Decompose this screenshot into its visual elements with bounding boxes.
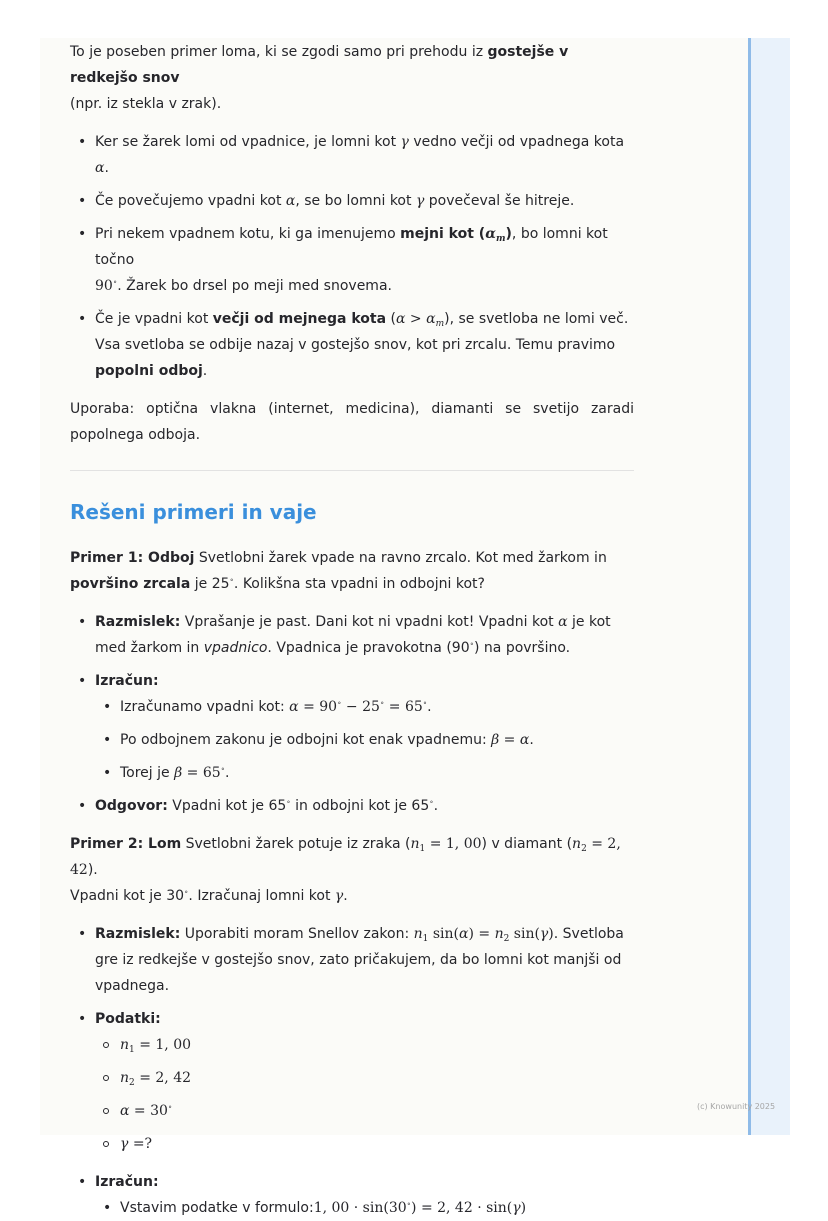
total-reflection-list xyxy=(70,129,634,384)
list-item: • Odgovor: Vpadni kot je 65∘ in odbojni kot je 65∘. xyxy=(70,793,634,819)
example-2-statement: Primer 2: Lom Svetlobni žarek potuje iz zraka ($n_1 = 1$, 00) v diamant ($n_2 = 2$, 42). Vpadni kot je 30∘. Izračunaj lomni kot γ. xyxy=(70,836,621,904)
calculation-steps xyxy=(95,1195,634,1221)
list-item: • Vstavim podatke v formulo:1, 00 · sin(30∘) = 2, 42 · sin(γ) xyxy=(95,1195,634,1221)
list-item: • Razmislek: Uporabiti moram Snellov zakon: $n_1$ $\sin(\alpha) = n_2$ sin(γ). Svetloba gre iz redkejše v gostejšo snov, zato pričakujem, da bo lomni kot manjši od vpadnega. xyxy=(70,921,634,999)
list-item: • Izračun: • Vstavim podatke v formulo:1, 00 · sin(30∘) = 2, 42 · sin(γ) xyxy=(70,1169,634,1221)
usage-paragraph: Uporaba: optična vlakna (internet, medicina), diamanti se svetijo zaradi popolnega odboja. xyxy=(70,401,634,443)
section-title: Rešeni primeri in vaje xyxy=(70,500,317,524)
calculation-steps xyxy=(95,694,634,786)
list-item: • Po odbojnem zakonu je odbojni kot enak vpadnemu: β = α. xyxy=(95,727,634,753)
list-item: α = 30∘ xyxy=(95,1098,634,1124)
watermark: (c) Knowunity 2025 xyxy=(697,1102,776,1111)
list-item: • Če je vpadni kot večji od mejnega kota $(\alpha > \alpha_m)$, se svetloba ne lomi več. Vsa svetloba se odbije nazaj v gostejšo snov, kot pri zrcalu. Temu pravimo popolni odboj. xyxy=(70,306,634,384)
list-item: • Torej je β = 65∘. xyxy=(95,760,634,786)
list-item: • Izračunamo vpadni kot: α = 90∘ − 25∘ = 65∘. xyxy=(95,694,634,720)
example-1-solution xyxy=(70,609,634,819)
list-item: • Podatki: $n_1 = 1$, 00 $n_2 = 2$, 42 α = 30∘ γ =? xyxy=(70,1006,634,1157)
list-item: • Ker se žarek lomi od vpadnice, je lomni kot γ vedno večji od vpadnega kota α. xyxy=(70,129,634,181)
list-item: $n_1 = 1$, 00 xyxy=(95,1032,634,1058)
right-margin-panel xyxy=(748,38,790,1135)
document-content xyxy=(70,39,634,1221)
example-1-statement: Primer 1: Odboj Svetlobni žarek vpade na ravno zrcalo. Kot med žarkom in površino zrcala je 25∘. Kolikšna sta vpadni in odbojni kot? xyxy=(70,550,607,592)
margin-rule xyxy=(748,38,751,1135)
section-divider xyxy=(70,470,634,471)
list-item: $n_2 = 2$, 42 xyxy=(95,1065,634,1091)
list-item: • Če povečujemo vpadni kot α, se bo lomni kot γ povečeval še hitreje. xyxy=(70,188,634,214)
list-item: γ =? xyxy=(95,1131,634,1157)
list-item: • Izračun: • Izračunamo vpadni kot: α = 90∘ − 25∘ = 65∘. • Po odbojnem zakonu je odbojni kot enak vpadnemu: β = α. • Torej je β = 65∘. xyxy=(70,668,634,786)
list-item: • Razmislek: Vprašanje je past. Dani kot ni vpadni kot! Vpadni kot α je kot med žarkom in vpadnico. Vpadnica je pravokotna (90∘) na površino. xyxy=(70,609,634,661)
given-data-list xyxy=(95,1032,634,1157)
example-2-solution xyxy=(70,921,634,1221)
intro-paragraph: To je poseben primer loma, ki se zgodi samo pri prehodu iz gostejše v redkejšo snov (npr. iz stekla v zrak). xyxy=(70,44,569,112)
list-item: • Pri nekem vpadnem kotu, ki ga imenujemo mejni kot $(\alpha_m)$, bo lomni kot točno 90∘. Žarek bo drsel po meji med snovema. xyxy=(70,221,634,299)
